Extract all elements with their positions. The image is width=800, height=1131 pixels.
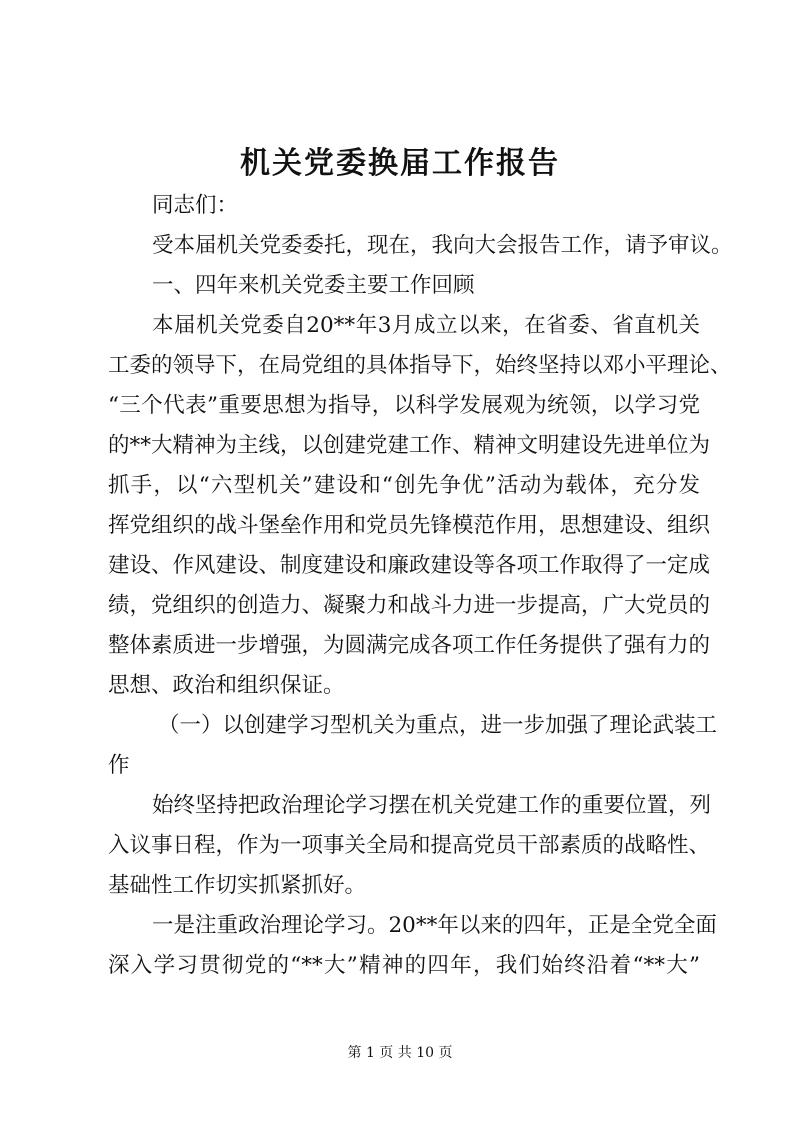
document-body <box>108 186 733 986</box>
salutation-line: 同志们： <box>152 193 239 218</box>
paragraph-line: 绩，党组织的创造力、凝聚力和战斗力进一步提高，广大党员的 <box>108 593 711 618</box>
paragraph-line: 整体素质进一步增强，为圆满完成各项工作任务提供了强有力的 <box>108 633 711 658</box>
paragraph-line: 本届机关党委自20**年3月成立以来，在省委、省直机关 <box>152 313 700 338</box>
paragraph-line: “三个代表”重要思想为指导，以科学发展观为统领，以学习党 <box>108 393 700 418</box>
paragraph-line: 基础性工作切实抓紧抓好。 <box>108 873 367 898</box>
paragraph-line: 抓手，以“六型机关”建设和“创先争优”活动为载体，充分发 <box>108 473 700 498</box>
page-footer: 第 1 页 共 10 页 <box>347 1045 453 1061</box>
paragraph-line: 一是注重政治理论学习。20**年以来的四年，正是全党全面 <box>152 913 717 938</box>
paragraph-line: 受本届机关党委委托，现在，我向大会报告工作，请予审议。 <box>152 233 733 258</box>
paragraph-line: 深入学习贯彻党的“**大”精神的四年，我们始终沿着“**大” <box>108 953 700 978</box>
document-title: 机关党委换届工作报告 <box>240 146 560 181</box>
subsection-heading-continued: 作 <box>108 753 130 778</box>
paragraph-line: 挥党组织的战斗堡垒作用和党员先锋模范作用，思想建设、组织 <box>108 513 711 538</box>
paragraph-line: 思想、政治和组织保证。 <box>108 673 345 698</box>
paragraph-line: 建设、作风建设、制度建设和廉政建设等各项工作取得了一定成 <box>108 553 711 578</box>
paragraph-line: 的**大精神为主线，以创建党建工作、精神文明建设先进单位为 <box>108 433 711 458</box>
section-heading: 一、四年来机关党委主要工作回顾 <box>152 273 475 298</box>
subsection-heading: （一）以创建学习型机关为重点，进一步加强了理论武装工 <box>158 713 718 738</box>
paragraph-line: 入议事日程，作为一项事关全局和提高党员干部素质的战略性、 <box>108 833 711 858</box>
paragraph-line: 工委的领导下，在局党组的具体指导下，始终坚持以邓小平理论、 <box>108 353 732 378</box>
paragraph-line: 始终坚持把政治理论学习摆在机关党建工作的重要位置，列 <box>152 793 712 818</box>
